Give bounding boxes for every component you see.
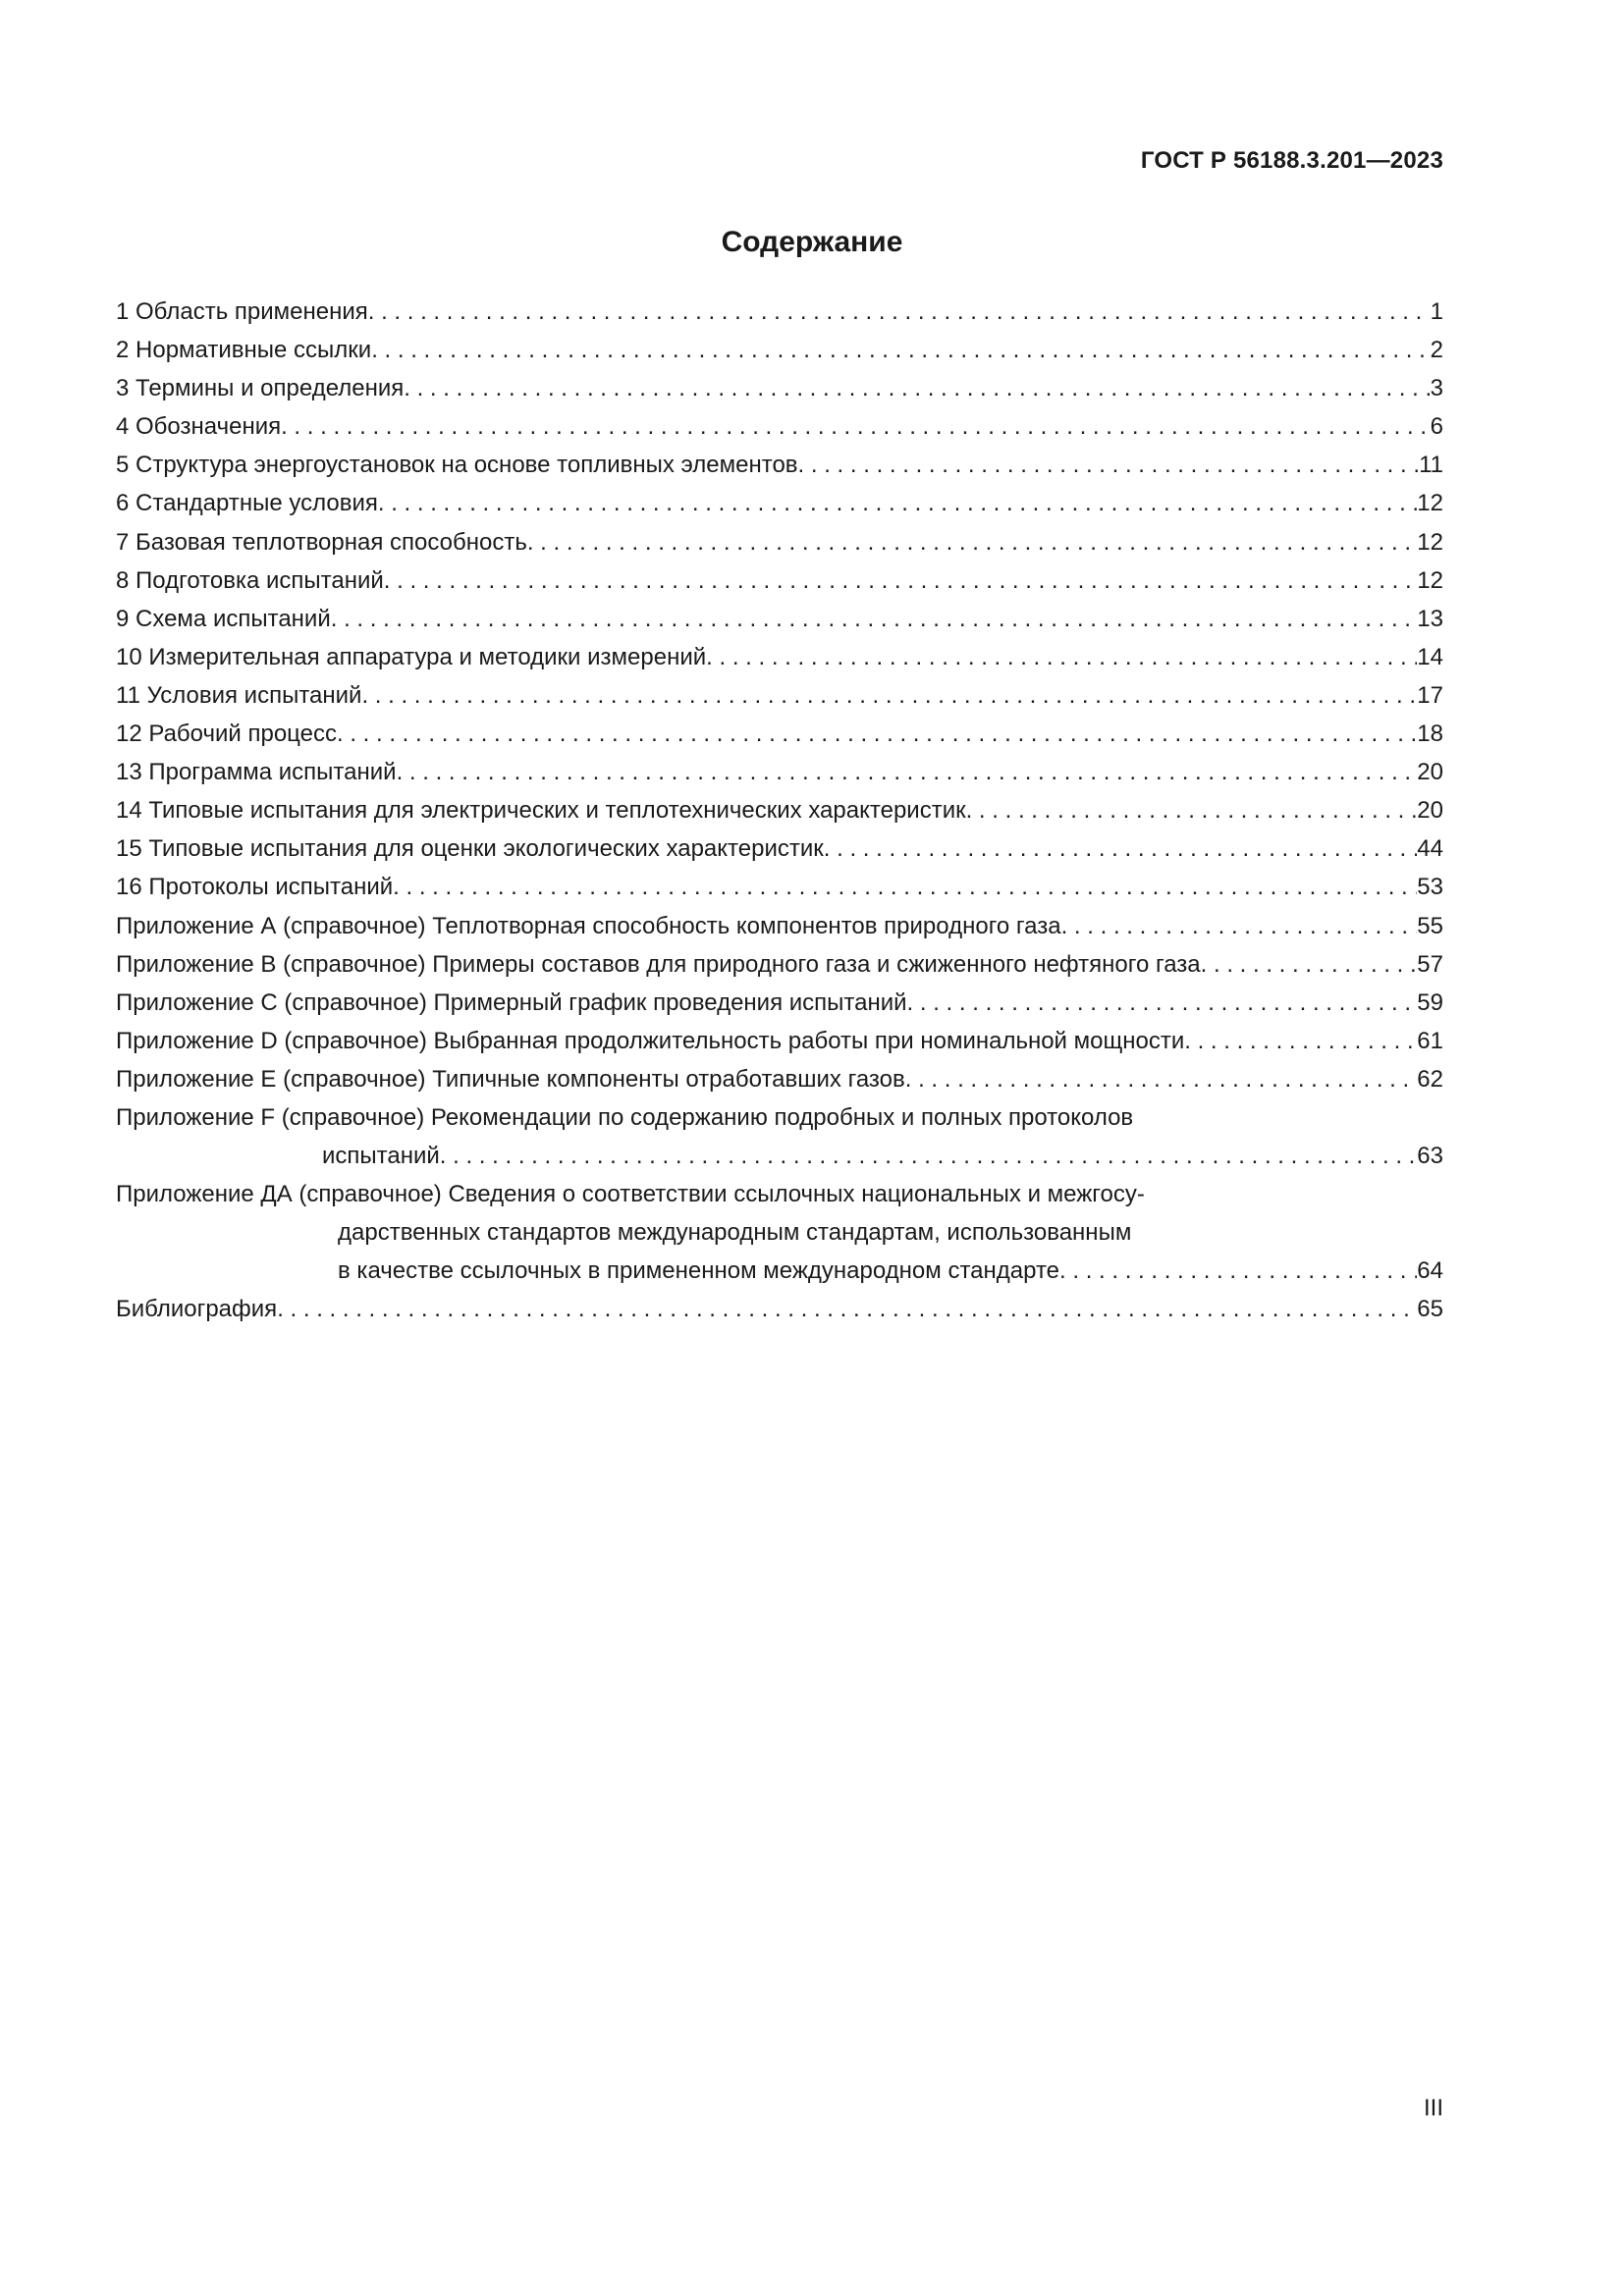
toc-entry-label: 7 Базовая теплотворная способность — [116, 528, 527, 556]
toc-entry-page: 18 — [1417, 721, 1443, 748]
toc-entry-page: 55 — [1417, 912, 1443, 939]
toc-entry-label: 4 Обозначения — [116, 413, 282, 441]
toc-entry[interactable] — [116, 1060, 1443, 1098]
toc-entry-page: 6 — [1430, 413, 1443, 441]
toc-entry-label: Приложение Е (справочное) Типичные компоненты отработавших газов — [116, 1065, 905, 1093]
leader-dots — [371, 331, 1430, 369]
toc-entry[interactable] — [116, 791, 1443, 829]
toc-entry-page: 63 — [1417, 1143, 1443, 1170]
toc-entry-appendix-da-line1[interactable] — [116, 1175, 1443, 1213]
toc-entry-label: 2 Нормативные ссылки — [116, 337, 372, 364]
toc-entry[interactable] — [116, 446, 1443, 484]
toc-entry-appendix-da-line2[interactable] — [116, 1213, 1443, 1252]
leader-dots — [824, 829, 1418, 868]
leader-dots — [281, 407, 1431, 446]
toc-entry-label: 6 Стандартные условия — [116, 490, 378, 517]
toc-entry-label: испытаний — [322, 1143, 440, 1170]
leader-dots — [384, 561, 1418, 600]
toc-entry[interactable] — [116, 638, 1443, 676]
toc-entry-page: 62 — [1417, 1065, 1443, 1093]
leader-dots — [393, 868, 1417, 906]
leader-dots — [277, 1290, 1417, 1328]
leader-dots — [1184, 1022, 1417, 1060]
toc-entry-page: 61 — [1417, 1027, 1443, 1054]
toc-entry-label: в качестве ссылочных в примененном международном стандарте — [338, 1257, 1060, 1285]
toc-entry-label: 15 Типовые испытания для оценки экологических характеристик — [116, 835, 824, 863]
toc-entry[interactable] — [116, 561, 1443, 600]
leader-dots — [905, 1060, 1418, 1098]
toc-entry-label: 3 Термины и определения — [116, 375, 405, 402]
toc-entry-label: 11 Условия испытаний — [116, 681, 362, 709]
leader-dots — [907, 984, 1418, 1022]
toc-entry-label: Приложение D (справочное) Выбранная продолжительность работы при номинальной мощности — [116, 1027, 1185, 1054]
leader-dots — [440, 1137, 1418, 1175]
toc-entry-label: Приложение С (справочное) Примерный график проведения испытаний — [116, 988, 907, 1016]
toc-entry-label: Библиография — [116, 1296, 278, 1323]
toc-entry-label: Приложение ДА (справочное) Сведения о соответствии ссылочных национальных и межгосу- — [116, 1181, 1145, 1208]
toc-entry[interactable] — [116, 715, 1443, 753]
toc-entry-page: 57 — [1417, 950, 1443, 978]
leader-dots — [798, 446, 1420, 484]
toc-entry-page: 1 — [1430, 298, 1443, 325]
toc-entry-label: 8 Подготовка испытаний — [116, 566, 384, 594]
toc-entry-page: 20 — [1417, 759, 1443, 786]
toc-entry-label: Приложение В (справочное) Примеры составов для природного газа и сжиженного нефтяного газа — [116, 950, 1201, 978]
toc-entry[interactable] — [116, 753, 1443, 791]
toc-entry[interactable] — [116, 369, 1443, 407]
leader-dots — [368, 293, 1431, 331]
toc-entry[interactable] — [116, 293, 1443, 331]
toc-entry-label: Приложение А (справочное) Теплотворная способность компонентов природного газа — [116, 912, 1061, 939]
toc-entry-page: 2 — [1430, 337, 1443, 364]
toc-entry-page: 17 — [1417, 681, 1443, 709]
leader-dots — [1059, 1252, 1417, 1290]
toc-entry[interactable] — [116, 1022, 1443, 1060]
toc-entry-page: 12 — [1417, 566, 1443, 594]
toc-entry[interactable] — [116, 407, 1443, 446]
toc-entry-page: 20 — [1417, 797, 1443, 825]
toc-entry-label: дарственных стандартов международным стандартам, использованным — [338, 1219, 1132, 1247]
toc-entry[interactable] — [116, 484, 1443, 522]
toc-entry-appendix-f-line2[interactable] — [116, 1137, 1443, 1175]
toc-entry-page: 11 — [1419, 452, 1443, 479]
document-code: ГОСТ Р 56188.3.201—2023 — [1140, 147, 1443, 174]
toc-entry[interactable] — [116, 945, 1443, 984]
toc-entry-appendix-da-line3[interactable] — [116, 1252, 1443, 1290]
table-of-contents — [116, 293, 1443, 1329]
leader-dots — [361, 676, 1417, 715]
toc-entry-page: 53 — [1417, 874, 1443, 901]
toc-entry[interactable] — [116, 984, 1443, 1022]
toc-entry-label: 1 Область применения — [116, 298, 368, 325]
toc-entry[interactable] — [116, 331, 1443, 369]
toc-entry-page: 44 — [1417, 835, 1443, 863]
leader-dots — [404, 369, 1430, 407]
toc-entry-page: 12 — [1417, 490, 1443, 517]
toc-entry-label: 9 Схема испытаний — [116, 605, 331, 632]
leader-dots — [337, 715, 1417, 753]
leader-dots — [1061, 907, 1418, 945]
toc-entry[interactable] — [116, 868, 1443, 906]
toc-entry[interactable] — [116, 676, 1443, 715]
toc-entry-label: 12 Рабочий процесс — [116, 721, 337, 748]
toc-entry-label: 16 Протоколы испытаний — [116, 874, 394, 901]
leader-dots — [331, 600, 1418, 638]
leader-dots — [706, 638, 1417, 676]
toc-entry-label: Приложение F (справочное) Рекомендации по содержанию подробных и полных протоколов — [116, 1103, 1134, 1131]
leader-dots — [378, 484, 1417, 522]
leader-dots — [397, 753, 1418, 791]
toc-entry-page: 65 — [1417, 1296, 1443, 1323]
toc-entry[interactable] — [116, 600, 1443, 638]
leader-dots — [1201, 945, 1418, 984]
toc-entry-page: 59 — [1417, 988, 1443, 1016]
toc-entry-bibliography[interactable] — [116, 1290, 1443, 1328]
leader-dots — [527, 523, 1417, 561]
toc-entry-page: 14 — [1417, 643, 1443, 670]
toc-entry[interactable] — [116, 907, 1443, 945]
toc-entry[interactable] — [116, 523, 1443, 561]
toc-entry-label: 14 Типовые испытания для электрических и теплотехнических характеристик — [116, 797, 966, 825]
toc-entry-page: 12 — [1417, 528, 1443, 556]
toc-entry-label: 13 Программа испытаний — [116, 759, 397, 786]
toc-entry-page: 64 — [1417, 1257, 1443, 1285]
toc-entry-page: 3 — [1430, 375, 1443, 402]
toc-entry[interactable] — [116, 829, 1443, 868]
toc-entry-appendix-f-line1[interactable] — [116, 1098, 1443, 1137]
toc-title: Содержание — [721, 226, 903, 258]
toc-entry-label: 5 Структура энергоустановок на основе топливных элементов — [116, 452, 798, 479]
leader-dots — [966, 791, 1418, 829]
toc-entry-page: 13 — [1417, 605, 1443, 632]
page-number: III — [1423, 2095, 1443, 2121]
toc-entry-label: 10 Измерительная аппаратура и методики измерений — [116, 643, 707, 670]
